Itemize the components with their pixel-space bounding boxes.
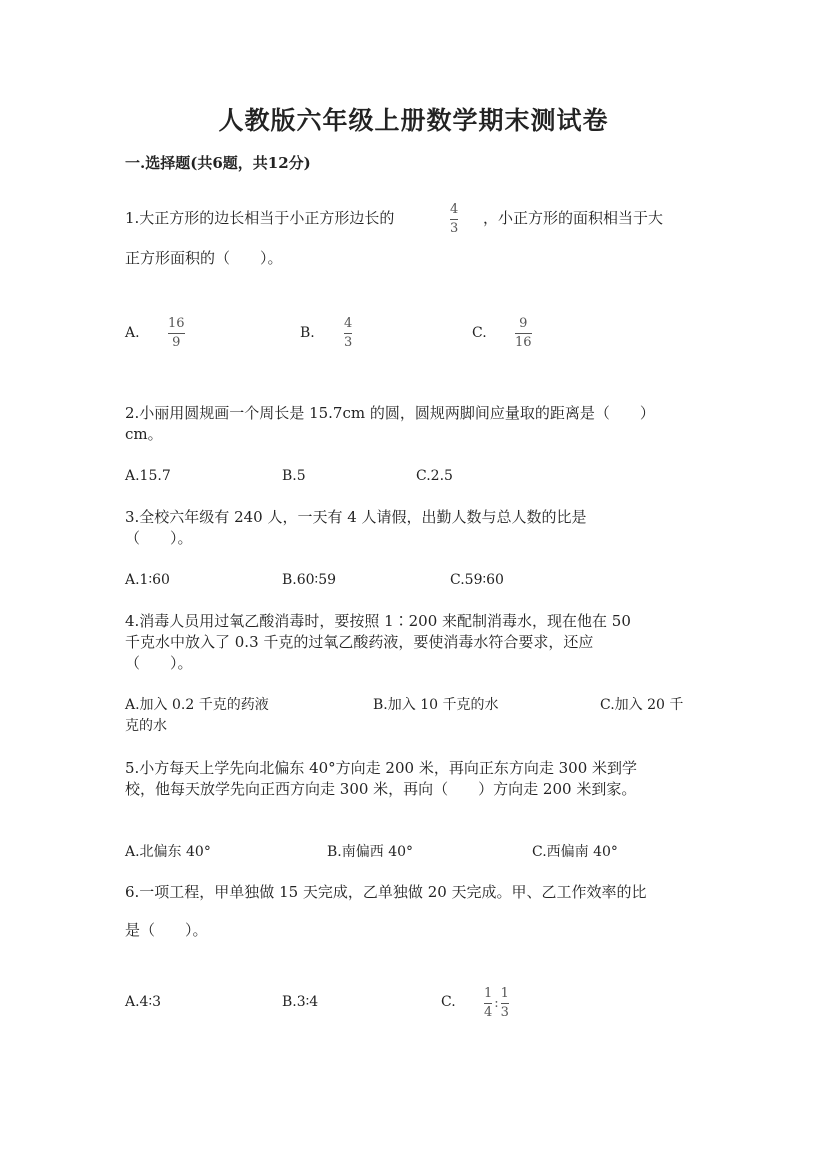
q3-text-line1: 3.全校六年级有 240 人，一天有 4 人请假，出勤人数与总人数的比是 [125, 508, 587, 526]
q6-option-a: A.4∶3 [125, 994, 162, 1010]
q4-option-c-continued: 克的水 [125, 718, 167, 734]
q1-option-b-denominator: 3 [344, 335, 353, 350]
q6-option-c-numerator2: 1 [500, 986, 509, 1001]
q1-option-c-fraction [515, 316, 532, 351]
q1-fraction [450, 202, 458, 237]
q1-fraction-denominator: 3 [450, 221, 459, 236]
page-title: 人教版六年级上册数学期末测试卷 [218, 106, 609, 135]
q6-option-c-fraction1 [484, 986, 492, 1021]
q4-text-line3: （ ）。 [125, 654, 193, 672]
q6-option-c-denominator2: 3 [500, 1005, 509, 1020]
q4-option-a: A.加入 0.2 千克的药液 [125, 697, 269, 713]
q1-text-part3: 正方形面积的（ ）。 [125, 249, 283, 267]
q5-option-b: B.南偏西 40° [327, 844, 414, 860]
q1-option-b-label: B. [300, 325, 315, 341]
q6-option-c-fraction2 [501, 986, 509, 1021]
q3-text-line2: （ ）。 [125, 529, 193, 547]
q1-option-c-label: C. [472, 325, 487, 341]
q6-option-c-ratio [484, 986, 509, 1021]
q1-option-c-numerator: 9 [519, 316, 528, 331]
q4-option-c: C.加入 20 千 [600, 697, 684, 713]
q1-option-c-denominator: 16 [515, 335, 532, 350]
q1-text-part1: 1.大正方形的边长相当于小正方形边长的 [125, 209, 395, 227]
q2-text-line2: cm。 [125, 425, 163, 443]
q6-option-c-numerator1: 1 [484, 986, 493, 1001]
q6-text-line2: 是（ ）。 [125, 921, 208, 939]
q1-text-part2: ，小正方形的面积相当于大 [483, 209, 664, 227]
q3-option-c: C.59∶60 [450, 572, 504, 588]
q1-option-a-numerator: 16 [168, 316, 185, 331]
q1-option-a-label: A. [125, 325, 140, 341]
q2-option-a: A.15.7 [125, 468, 171, 484]
q5-text-line1: 5.小方每天上学先向北偏东 40°方向走 200 米，再向正东方向走 300 米到学 [125, 759, 638, 777]
q5-option-c: C.西偏南 40° [532, 844, 618, 860]
q2-option-b: B.5 [282, 468, 306, 484]
section-heading: 一.选择题(共6题，共12分) [125, 154, 311, 172]
q3-option-b: B.60∶59 [282, 572, 337, 588]
q2-text-line1: 2.小丽用圆规画一个周长是 15.7cm 的圆，圆规两脚间应量取的距离是（ ） [125, 404, 655, 422]
q1-option-b-fraction [344, 316, 352, 351]
q1-option-a-fraction [168, 316, 185, 351]
q6-option-b: B.3∶4 [282, 994, 319, 1010]
q5-text-line2: 校，他每天放学先向正西方向走 300 米，再向（ ）方向走 200 米到家。 [125, 780, 637, 798]
q6-option-c-denominator1: 4 [484, 1005, 493, 1020]
q1-option-a-denominator: 9 [172, 335, 181, 350]
q4-option-b: B.加入 10 千克的水 [373, 697, 499, 713]
q3-option-a: A.1∶60 [125, 572, 170, 588]
q1-fraction-numerator: 4 [450, 202, 459, 217]
q6-option-c-label: C. [441, 994, 456, 1010]
q2-option-c: C.2.5 [416, 468, 453, 484]
q1-option-b-numerator: 4 [344, 316, 353, 331]
q5-option-a: A.北偏东 40° [125, 844, 211, 860]
q4-text-line1: 4.消毒人员用过氧乙酸消毒时，要按照 1∶200 来配制消毒水，现在他在 50 [125, 612, 631, 630]
q6-text-line1: 6.一项工程，甲单独做 15 天完成，乙单独做 20 天完成。甲、乙工作效率的比 [125, 883, 647, 901]
q4-text-line2: 千克水中放入了 0.3 千克的过氧乙酸药液，要使消毒水符合要求，还应 [125, 633, 594, 651]
q6-option-c-colon: : [494, 996, 499, 1011]
